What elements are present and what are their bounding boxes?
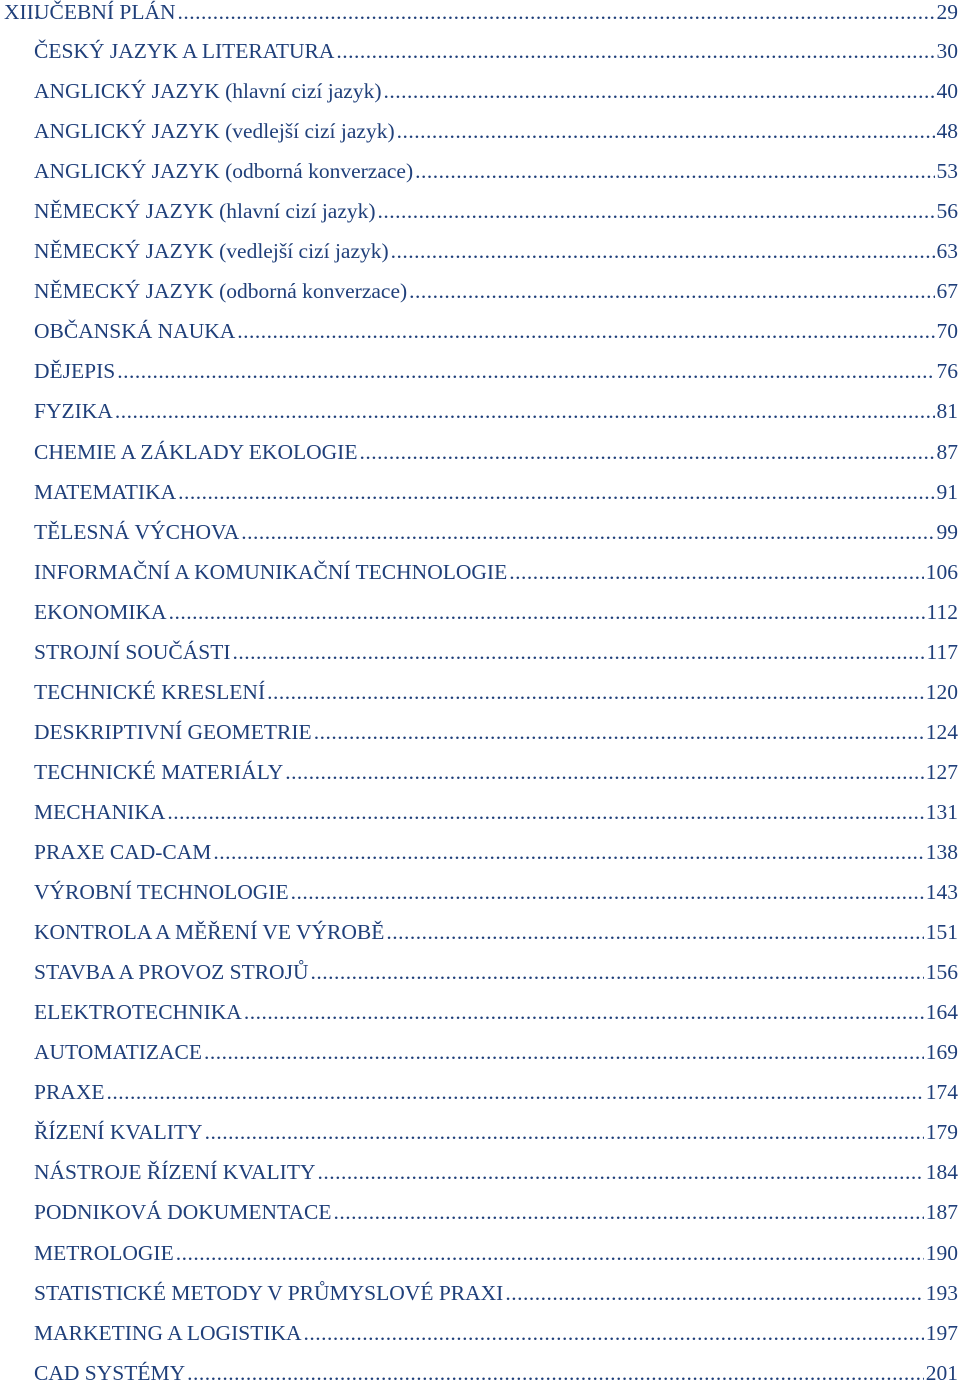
page-number: 30 — [936, 39, 958, 63]
page-number: 143 — [925, 880, 958, 905]
dot-leader — [310, 962, 923, 984]
dot-leader — [178, 482, 934, 504]
toc-entry-title: EKONOMIKA — [34, 599, 167, 624]
page-number: 169 — [925, 1040, 958, 1065]
toc-entry[interactable] — [34, 559, 958, 586]
page-number: 87 — [936, 439, 958, 464]
toc-entry-title: MARKETING A LOGISTIKA — [34, 1320, 302, 1345]
toc-entry-title: VÝROBNÍ TECHNOLOGIE — [34, 880, 289, 905]
toc-entry-title: TECHNICKÉ MATERIÁLY — [34, 759, 284, 784]
toc-entry[interactable] — [34, 1240, 958, 1267]
page-number: 76 — [936, 359, 958, 384]
page-number: 117 — [926, 639, 958, 664]
dot-leader — [384, 81, 935, 103]
page-number: 70 — [936, 319, 958, 344]
toc-entry[interactable] — [34, 1360, 958, 1387]
dot-leader — [244, 1002, 924, 1024]
toc-entry-title: NÁSTROJE ŘÍZENÍ KVALITY — [34, 1160, 316, 1185]
toc-entry-title: STROJNÍ SOUČÁSTI — [34, 639, 231, 664]
page-number: 120 — [925, 679, 958, 704]
dot-leader — [204, 1042, 924, 1064]
dot-leader — [285, 762, 923, 784]
page-number: 99 — [936, 519, 958, 544]
page-number: 53 — [936, 159, 958, 184]
toc-entry[interactable] — [34, 1002, 958, 1026]
page-number: 151 — [925, 920, 958, 945]
page-number: 48 — [936, 119, 958, 144]
toc-entry[interactable] — [34, 479, 958, 506]
page-number: 179 — [925, 1120, 958, 1145]
toc-entry[interactable] — [34, 361, 958, 385]
toc-entry-title: INFORMAČNÍ A KOMUNIKAČNÍ TECHNOLOGIE — [34, 559, 508, 584]
toc-entry[interactable] — [34, 1202, 958, 1226]
toc-entry-title: NĚMECKÝ JAZYK (odborná konverzace) — [34, 279, 408, 304]
dot-leader — [336, 41, 934, 63]
page-number: 193 — [925, 1280, 958, 1305]
toc-entry[interactable] — [34, 1082, 958, 1106]
page-number: 138 — [925, 840, 958, 864]
dot-leader — [267, 682, 924, 704]
page-number: 184 — [925, 1160, 958, 1185]
dot-leader — [233, 642, 925, 664]
dot-leader — [391, 241, 935, 263]
toc-entry-title: ANGLICKÝ JAZYK (hlavní cizí jazyk) — [34, 79, 382, 104]
toc-entry-title: PODNIKOVÁ DOKUMENTACE — [34, 1200, 332, 1225]
toc-entry[interactable] — [34, 161, 958, 185]
toc-entry-title: PRAXE CAD-CAM — [34, 840, 212, 864]
toc-entry-title: STATISTICKÉ METODY V PRŮMYSLOVÉ PRAXI — [34, 1280, 504, 1305]
toc-entry-title: CHEMIE A ZÁKLADY EKOLOGIE — [34, 439, 358, 464]
dot-leader — [509, 562, 924, 584]
dot-leader — [317, 1162, 923, 1184]
page-number: 106 — [925, 559, 958, 584]
toc-entry[interactable] — [34, 962, 958, 986]
page-number: 56 — [936, 199, 958, 224]
dot-leader — [117, 361, 934, 383]
section-title: UČEBNÍ PLÁN — [34, 0, 176, 24]
dot-leader — [386, 922, 923, 944]
toc-entry[interactable] — [34, 1122, 958, 1146]
page-number: 124 — [925, 719, 958, 744]
page-number: 190 — [925, 1240, 958, 1265]
dot-leader — [178, 2, 935, 24]
dot-leader — [291, 882, 924, 904]
dot-leader — [213, 842, 923, 864]
toc-entry-title: KONTROLA A MĚŘENÍ VE VÝROBĚ — [34, 920, 385, 945]
toc-entry-title: PRAXE — [34, 1080, 105, 1105]
dot-leader — [187, 1363, 924, 1385]
dot-leader — [304, 1323, 924, 1345]
page-number: 127 — [925, 759, 958, 784]
toc-entry[interactable] — [34, 241, 958, 265]
toc-entry-title: CAD SYSTÉMY — [34, 1360, 186, 1385]
dot-leader — [205, 1122, 924, 1144]
page-number: 81 — [936, 399, 958, 424]
toc-entry-title: ELEKTROTECHNIKA — [34, 1000, 242, 1025]
toc-entry-title: AUTOMATIZACE — [34, 1040, 203, 1065]
toc-entry[interactable] — [34, 121, 958, 145]
dot-leader — [378, 201, 935, 223]
toc-entry[interactable] — [34, 439, 958, 466]
toc-entry[interactable] — [34, 1280, 958, 1307]
dot-leader — [115, 401, 935, 423]
toc-entry[interactable] — [34, 799, 958, 826]
toc-entry[interactable] — [34, 759, 958, 786]
toc-entry[interactable] — [34, 401, 958, 425]
dot-leader — [409, 281, 934, 303]
dot-leader — [176, 1243, 924, 1265]
toc-entry-title: DĚJEPIS — [34, 359, 116, 384]
toc-entry[interactable] — [34, 882, 958, 906]
dot-leader — [505, 1283, 923, 1305]
toc-entry-title: ANGLICKÝ JAZYK (vedlejší cizí jazyk) — [34, 119, 395, 144]
dot-leader — [333, 1202, 923, 1224]
toc-entry-title: MECHANIKA — [34, 799, 166, 824]
toc-entry[interactable] — [34, 41, 958, 65]
dot-leader — [169, 602, 925, 624]
page-number: 164 — [925, 1000, 958, 1025]
toc-entry[interactable] — [34, 842, 958, 866]
toc-entry[interactable] — [34, 1320, 958, 1347]
toc-entry[interactable] — [34, 599, 958, 626]
dot-leader — [241, 522, 934, 544]
toc-entry[interactable] — [34, 639, 958, 666]
toc-entry[interactable] — [34, 1162, 958, 1186]
dot-leader — [359, 442, 934, 464]
toc-entry[interactable] — [34, 922, 958, 946]
page-number: 40 — [936, 79, 958, 104]
toc-entry-title: TĚLESNÁ VÝCHOVA — [34, 519, 240, 544]
page-number: 131 — [925, 799, 958, 824]
dot-leader — [314, 722, 924, 744]
toc-entry[interactable] — [34, 81, 958, 105]
dot-leader — [397, 121, 935, 143]
toc-entry-title: NĚMECKÝ JAZYK (vedlejší cizí jazyk) — [34, 239, 389, 264]
dot-leader — [167, 802, 923, 824]
toc-entry-title: METROLOGIE — [34, 1240, 174, 1265]
page-number: 197 — [925, 1320, 958, 1345]
toc-entry-title: MATEMATIKA — [34, 479, 177, 504]
section-number: XII. — [4, 0, 40, 24]
page-number: 91 — [936, 479, 958, 504]
toc-entry-title: STAVBA A PROVOZ STROJŮ — [34, 960, 309, 985]
toc-entry-title: ŘÍZENÍ KVALITY — [34, 1120, 203, 1145]
toc-heading-row[interactable] — [4, 2, 958, 26]
page-number: 201 — [925, 1360, 958, 1385]
toc-entry[interactable] — [34, 519, 958, 546]
toc-entry-title: FYZIKA — [34, 399, 113, 424]
toc-entry-title: ČESKÝ JAZYK A LITERATURA — [34, 39, 335, 63]
toc-entry[interactable] — [34, 281, 958, 305]
toc-entry[interactable] — [34, 201, 958, 225]
toc-entry[interactable] — [34, 679, 958, 706]
toc-entry-title: DESKRIPTIVNÍ GEOMETRIE — [34, 719, 312, 744]
page-number: 174 — [925, 1080, 958, 1105]
toc-entry-title: OBČANSKÁ NAUKA — [34, 319, 236, 344]
dot-leader — [106, 1082, 923, 1104]
page-number: 63 — [936, 239, 958, 264]
toc-entry-title: NĚMECKÝ JAZYK (hlavní cizí jazyk) — [34, 199, 376, 224]
dot-leader — [415, 161, 934, 183]
page-number: 187 — [925, 1200, 958, 1225]
toc-entry[interactable] — [34, 321, 958, 345]
page-number: 112 — [926, 599, 958, 624]
toc-entry[interactable] — [34, 719, 958, 746]
toc-entry-title: ANGLICKÝ JAZYK (odborná konverzace) — [34, 159, 414, 184]
dot-leader — [237, 321, 934, 343]
page-number: 156 — [925, 960, 958, 985]
page-number: 67 — [936, 279, 958, 304]
toc-entry[interactable] — [34, 1042, 958, 1066]
page-number: 29 — [936, 0, 958, 24]
toc-entry-title: TECHNICKÉ KRESLENÍ — [34, 679, 266, 704]
